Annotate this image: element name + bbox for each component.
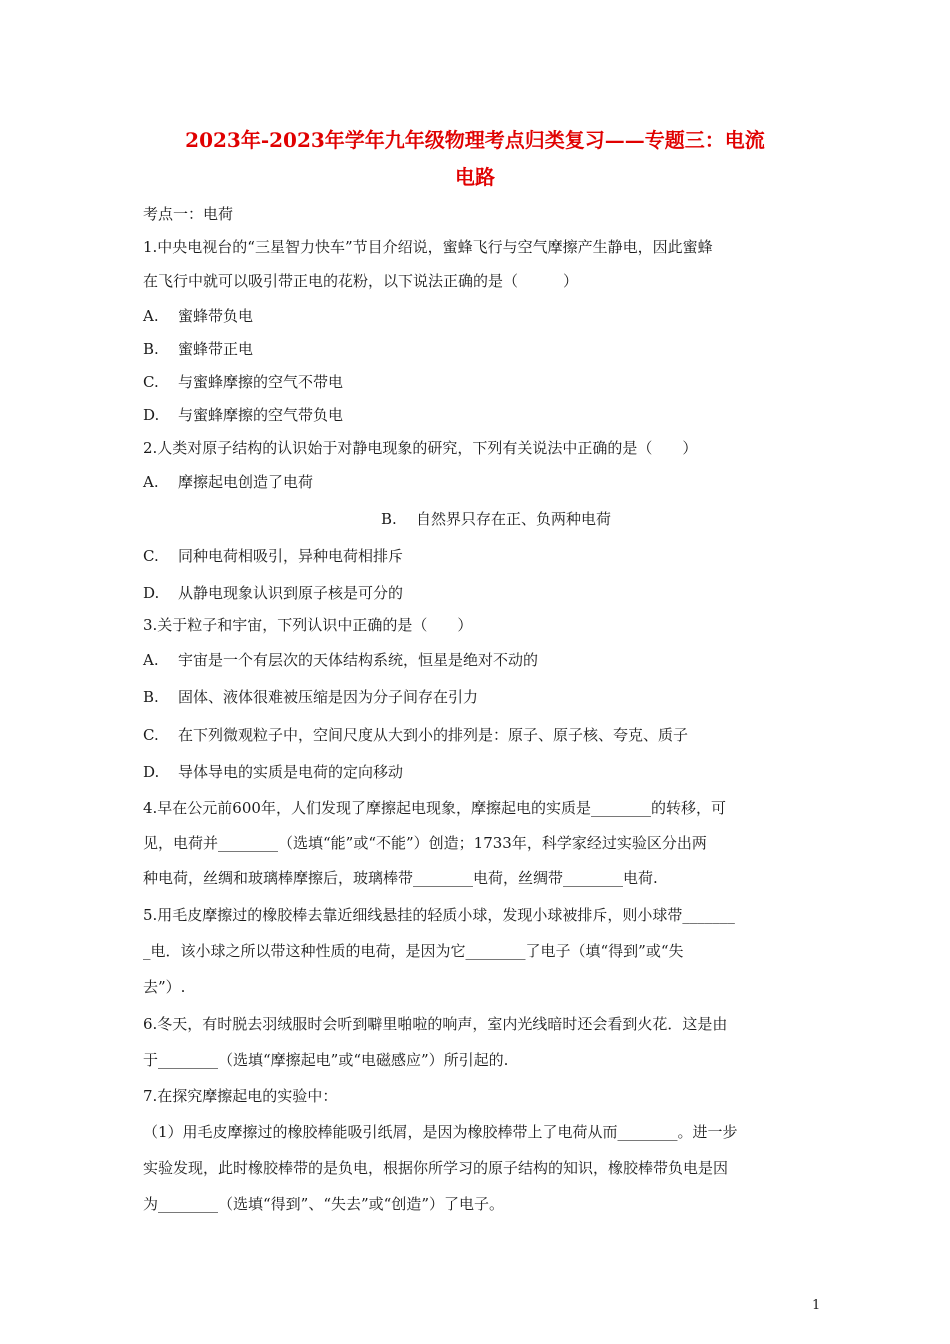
section-heading: 考点一：电荷 (143, 205, 234, 223)
option-letter: D. (143, 406, 160, 424)
option-letter: C. (143, 373, 159, 391)
q1-option-b (143, 338, 253, 359)
option-text: 固体、液体很难被压缩是因为分子间存在引力 (178, 688, 479, 706)
page-number: 1 (812, 1298, 821, 1313)
option-letter: B. (143, 688, 159, 706)
q6-line-2: 于________（选填“摩擦起电”或“电磁感应”）所引起的. (143, 1051, 509, 1069)
q1-stem-line-2: 在飞行中就可以吸引带正电的花粉，以下说法正确的是（ ） (143, 272, 579, 290)
q2-option-a (143, 471, 313, 492)
q3-option-a (143, 649, 538, 670)
option-letter: B. (143, 340, 159, 358)
q4-line-3: 种电荷，丝绸和玻璃棒摩擦后，玻璃棒带________电荷，丝绸带________电荷. (143, 869, 658, 887)
option-text: 蜜蜂带负电 (178, 307, 254, 325)
option-letter: D. (143, 763, 160, 781)
option-letter: A. (143, 473, 159, 491)
option-letter: C. (143, 726, 159, 744)
q2-stem: 2.人类对原子结构的认识始于对静电现象的研究，下列有关说法中正确的是（ ） (143, 439, 698, 457)
option-text: 与蜜蜂摩擦的空气带负电 (178, 406, 344, 424)
option-text: 导体导电的实质是电荷的定向移动 (178, 763, 404, 781)
page-title-line-1: 2023年-2023年学年九年级物理考点归类复习——专题三：电流 (185, 128, 765, 152)
q7-part1-line-3: 为________（选填“得到”、“失去”或“创造”）了电子。 (143, 1195, 505, 1213)
q1-option-c (143, 371, 343, 392)
q5-line-1: 5.用毛皮摩擦过的橡胶棒去靠近细线悬挂的轻质小球，发现小球被排斥，则小球带_______ (143, 906, 735, 924)
q1-option-a (143, 305, 253, 326)
option-letter: B. (381, 510, 397, 528)
option-text: 从静电现象认识到原子核是可分的 (178, 584, 404, 602)
q6-line-1: 6.冬天，有时脱去羽绒服时会听到噼里啪啦的响声，室内光线暗时还会看到火花．这是由 (143, 1015, 728, 1033)
q3-option-d (143, 761, 403, 782)
option-text: 蜜蜂带正电 (178, 340, 254, 358)
q3-stem: 3.关于粒子和宇宙，下列认识中正确的是（ ） (143, 616, 473, 634)
q5-line-3: 去”）. (143, 978, 186, 996)
q7-part1-line-1: （1）用毛皮摩擦过的橡胶棒能吸引纸屑，是因为橡胶棒带上了电荷从而________。进一步 (143, 1123, 738, 1141)
q3-option-b (143, 686, 478, 707)
option-letter: D. (143, 584, 160, 602)
option-letter: A. (143, 651, 159, 669)
q3-option-c (143, 724, 688, 745)
option-text: 自然界只存在正、负两种电荷 (416, 510, 612, 528)
q7-part1-line-2: 实验发现，此时橡胶棒带的是负电，根据你所学习的原子结构的知识，橡胶棒带负电是因 (143, 1159, 729, 1177)
q5-line-2: _电．该小球之所以带这种性质的电荷，是因为它________了电子（填“得到”或“失 (143, 942, 684, 960)
q2-option-b (381, 508, 611, 529)
option-text: 在下列微观粒子中，空间尺度从大到小的排列是：原子、原子核、夸克、质子 (178, 726, 689, 744)
option-text: 同种电荷相吸引，异种电荷相排斥 (178, 547, 404, 565)
q4-line-2: 见，电荷并________（选填“能”或“不能”）创造；1733年，科学家经过实验区分出两 (143, 834, 707, 852)
q1-option-d (143, 404, 343, 425)
option-text: 宇宙是一个有层次的天体结构系统，恒星是绝对不动的 (178, 651, 539, 669)
q2-option-d (143, 582, 403, 603)
page-title-line-2: 电路 (455, 165, 495, 189)
q1-stem-line-1: 1.中央电视台的“三星智力快车”节目介绍说，蜜蜂飞行与空气摩擦产生静电，因此蜜蜂 (143, 238, 713, 256)
q7-stem: 7.在探究摩擦起电的实验中： (143, 1087, 338, 1105)
option-text: 与蜜蜂摩擦的空气不带电 (178, 373, 344, 391)
q2-option-c (143, 545, 403, 566)
option-letter: C. (143, 547, 159, 565)
q4-line-1: 4.早在公元前600年，人们发现了摩擦起电现象，摩擦起电的实质是________的转移，可 (143, 799, 726, 817)
option-letter: A. (143, 307, 159, 325)
option-text: 摩擦起电创造了电荷 (178, 473, 314, 491)
